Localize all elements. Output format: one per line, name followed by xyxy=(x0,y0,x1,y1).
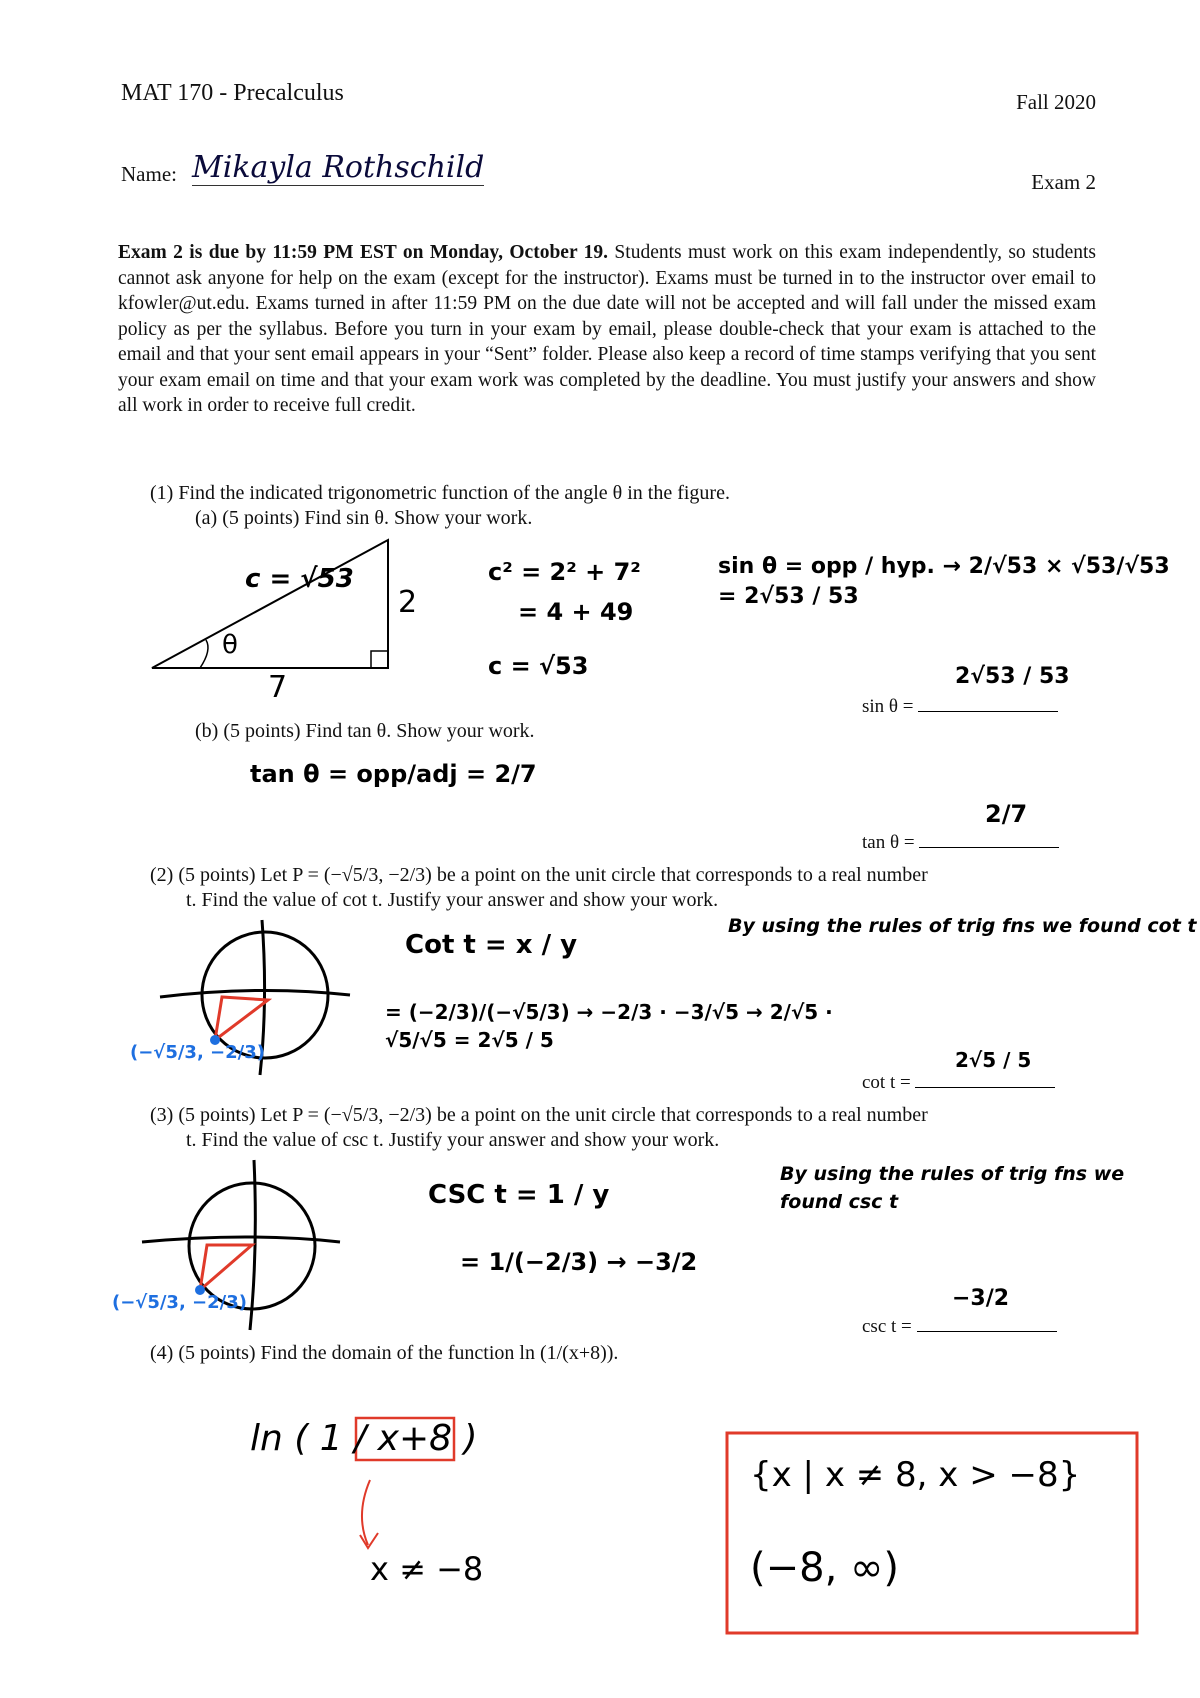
q4-answer-interval: (−8, ∞) xyxy=(750,1545,899,1591)
instructions-body: Students must work on this exam independently, so students cannot ask anyone for help on the exam (except for the instructor). Exams must be turned in to the instructor over email to kfowler@ut.edu. Exams turned in after 11:59 PM on the due date will not be accepted and will fall under the missed exam policy as per the syllabus. Before you turn in your exam by email, please double-check that your exam is attached to the email and that your sent email appears in your “Sent” folder. Please also keep a record of time stamps verifying that you sent your exam email on time and that your exam work was completed by the deadline. You must justify your answers and show all work in order to receive full credit. xyxy=(118,242,1096,416)
q4-prompt: (4) (5 points) Find the domain of the function ln (1/(x+8)). xyxy=(150,1342,619,1364)
csc-underline xyxy=(917,1330,1057,1332)
csc-label: csc t = xyxy=(862,1316,912,1337)
q2-prompt-line1: (2) (5 points) Let P = (−√5/3, −2/3) be a point on the unit circle that corresponds to a real number xyxy=(150,864,928,886)
csc-answer: −3/2 xyxy=(952,1286,1010,1311)
name-label: Name: xyxy=(121,162,177,186)
q1-work-pyth-1: c² = 2² + 7² xyxy=(488,558,641,586)
tan-label: tan θ = xyxy=(862,832,915,853)
q1-prompt: (1) Find the indicated trigonometric function of the angle θ in the figure. xyxy=(150,482,730,504)
q3-prompt-line2: t. Find the value of csc t. Justify your answer and show your work. xyxy=(186,1129,720,1151)
cot-answer-line xyxy=(862,1072,1055,1094)
triangle-angle-label: θ xyxy=(222,630,238,660)
q1b-prompt: (b) (5 points) Find tan θ. Show your work. xyxy=(195,720,535,742)
q3-point-label: (−√5/3, −2/3) xyxy=(112,1292,247,1313)
q2-work-2: = (−2/3)/(−√5/3) → −2/3 · −3/√5 → 2/√5 · √5/√5 = 2√5 / 5 xyxy=(385,1000,833,1052)
q4-work-cond: x ≠ −8 xyxy=(370,1550,484,1588)
q3-prompt-line1: (3) (5 points) Let P = (−√5/3, −2/3) be a point on the unit circle that corresponds to a real number xyxy=(150,1104,928,1126)
q4-answer-set: {x | x ≠ 8, x > −8} xyxy=(750,1455,1081,1495)
sin-label: sin θ = xyxy=(862,696,914,717)
cot-answer: 2√5 / 5 xyxy=(955,1048,1032,1072)
q3-work-1: CSC t = 1 / y xyxy=(428,1180,610,1210)
sin-answer: 2√53 / 53 xyxy=(955,664,1070,689)
triangle-hyp-label: c = √53 xyxy=(245,564,354,594)
q1-work-pyth-3: c = √53 xyxy=(488,652,589,680)
q2-work-1: Cot t = x / y xyxy=(405,930,578,960)
q1-work-sin: sin θ = opp / hyp. → 2/√53 × √53/√53 = 2√53 / 53 xyxy=(718,554,1170,609)
instructions-due: Exam 2 is due by 11:59 PM EST on Monday, October 19. xyxy=(118,242,609,263)
course-title: MAT 170 - Precalculus xyxy=(121,80,344,106)
term-label: Fall 2020 xyxy=(1016,90,1096,114)
q2-prompt-line2: t. Find the value of cot t. Justify your answer and show your work. xyxy=(186,889,719,911)
q4-work-expr: ln ( 1 / x+8 ) xyxy=(250,1418,478,1459)
q1a-prompt: (a) (5 points) Find sin θ. Show your work. xyxy=(195,507,533,529)
triangle-adj-label: 7 xyxy=(268,670,288,705)
exam-number: Exam 2 xyxy=(1031,170,1096,194)
q2-point-label: (−√5/3, −2/3) xyxy=(130,1042,265,1063)
csc-answer-line xyxy=(862,1316,1057,1338)
triangle-opp-label: 2 xyxy=(398,585,418,620)
q1-work-pyth-2: = 4 + 49 xyxy=(518,598,634,626)
q3-work-2: = 1/(−2/3) → −3/2 xyxy=(460,1248,698,1276)
q2-note: By using the rules of trig fns we found cot t xyxy=(728,915,1197,937)
tan-answer: 2/7 xyxy=(985,800,1028,828)
student-name-handwritten: Mikayla Rothschild xyxy=(192,150,485,185)
q1-work-tan: tan θ = opp/adj = 2/7 xyxy=(250,760,537,788)
cot-label: cot t = xyxy=(862,1072,911,1093)
q3-note: By using the rules of trig fns we found csc t xyxy=(780,1163,1125,1213)
cot-underline xyxy=(915,1086,1055,1088)
